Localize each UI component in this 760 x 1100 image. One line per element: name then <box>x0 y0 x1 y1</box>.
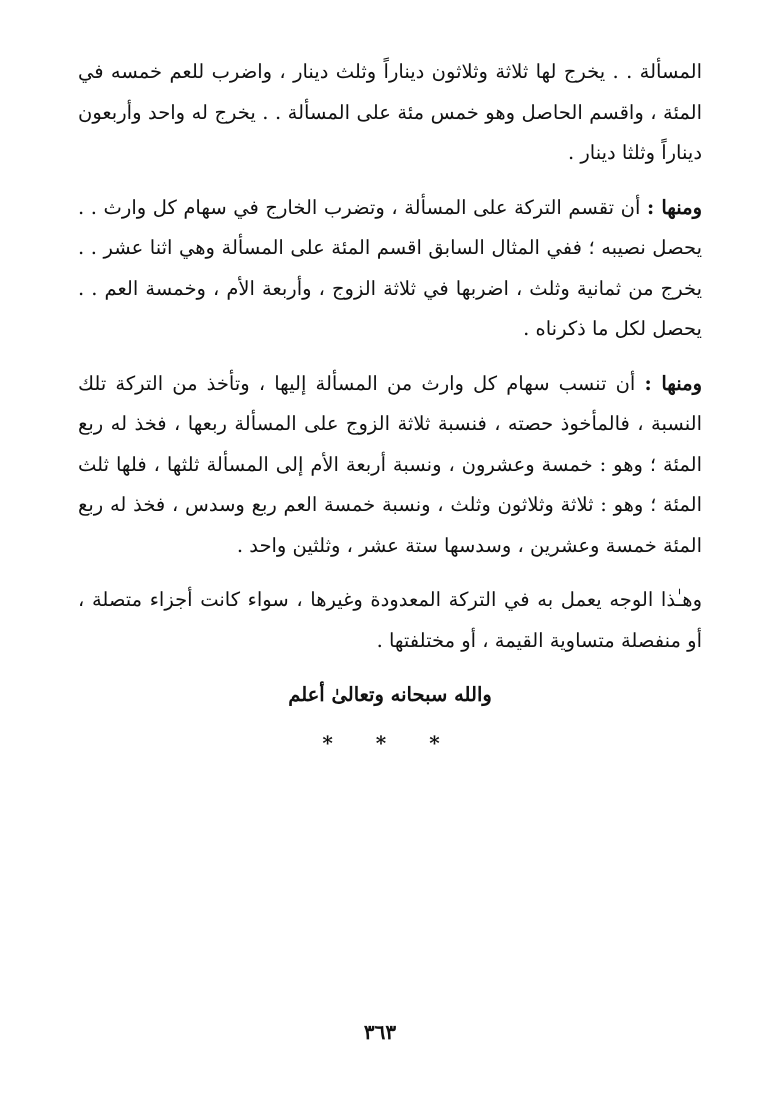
paragraph-3-text: أن تنسب سهام كل وارث من المسألة إليها ، وتأخذ من التركة تلك النسبة ، فالمأخوذ حصته ، فنسبة ثلاثة الزوج على المسألة ربعها ، فخذ له ربع المئة ؛ وهو : خمسة وعشرون ، ونسبة أربعة الأم إلى المسألة ثلثها ، فلها ثلث المئة ؛ وهو : ثلاثة وثلاثون وثلث ، ونسبة خمسة العم ربع وسدس ، فخذ له ربع المئة خمسة وعشرين ، وسدسها ستة عشر ، وثلثين واحد . <box>78 371 702 557</box>
paragraph-3-lead: ومنها : <box>644 371 703 395</box>
paragraph-2-lead: ومنها : <box>646 195 702 219</box>
closing-phrase: والله سبحانه وتعالىٰ أعلم <box>288 683 492 706</box>
paragraph-1 <box>78 52 702 174</box>
paragraph-2-text: أن تقسم التركة على المسألة ، وتضرب الخارج في سهام كل وارث . . يحصل نصيبه ؛ ففي المثال السابق اقسم المئة على المسألة وهي اثنا عشر . . يخرج من ثمانية وثلث ، اضربها في ثلاثة الزوج ، وأربعة الأم ، وخمسة العم . . يحصل لكل ما ذكرناه . <box>78 195 702 340</box>
paragraph-4 <box>78 580 702 661</box>
paragraph-4-text: وهـٰذا الوجه يعمل به في التركة المعدودة وغيرها ، سواء كانت أجزاء متصلة ، أو منفصلة متساوية القيمة ، أو مختلفتها . <box>78 588 702 652</box>
page-body <box>78 52 702 761</box>
paragraph-2 <box>78 188 702 350</box>
section-separator-stars: * * * <box>322 731 458 755</box>
paragraph-1-text: المسألة . . يخرج لها ثلاثة وثلاثون ديناراً وثلث دينار ، واضرب للعم خمسه في المئة ، واقسم الحاصل وهو خمس مئة على المسألة . . يخرج له واحد وأربعون ديناراً وثلثا دينار . <box>78 60 702 164</box>
page-number: ٣٦٣ <box>363 1020 397 1044</box>
paragraph-3 <box>78 364 702 567</box>
